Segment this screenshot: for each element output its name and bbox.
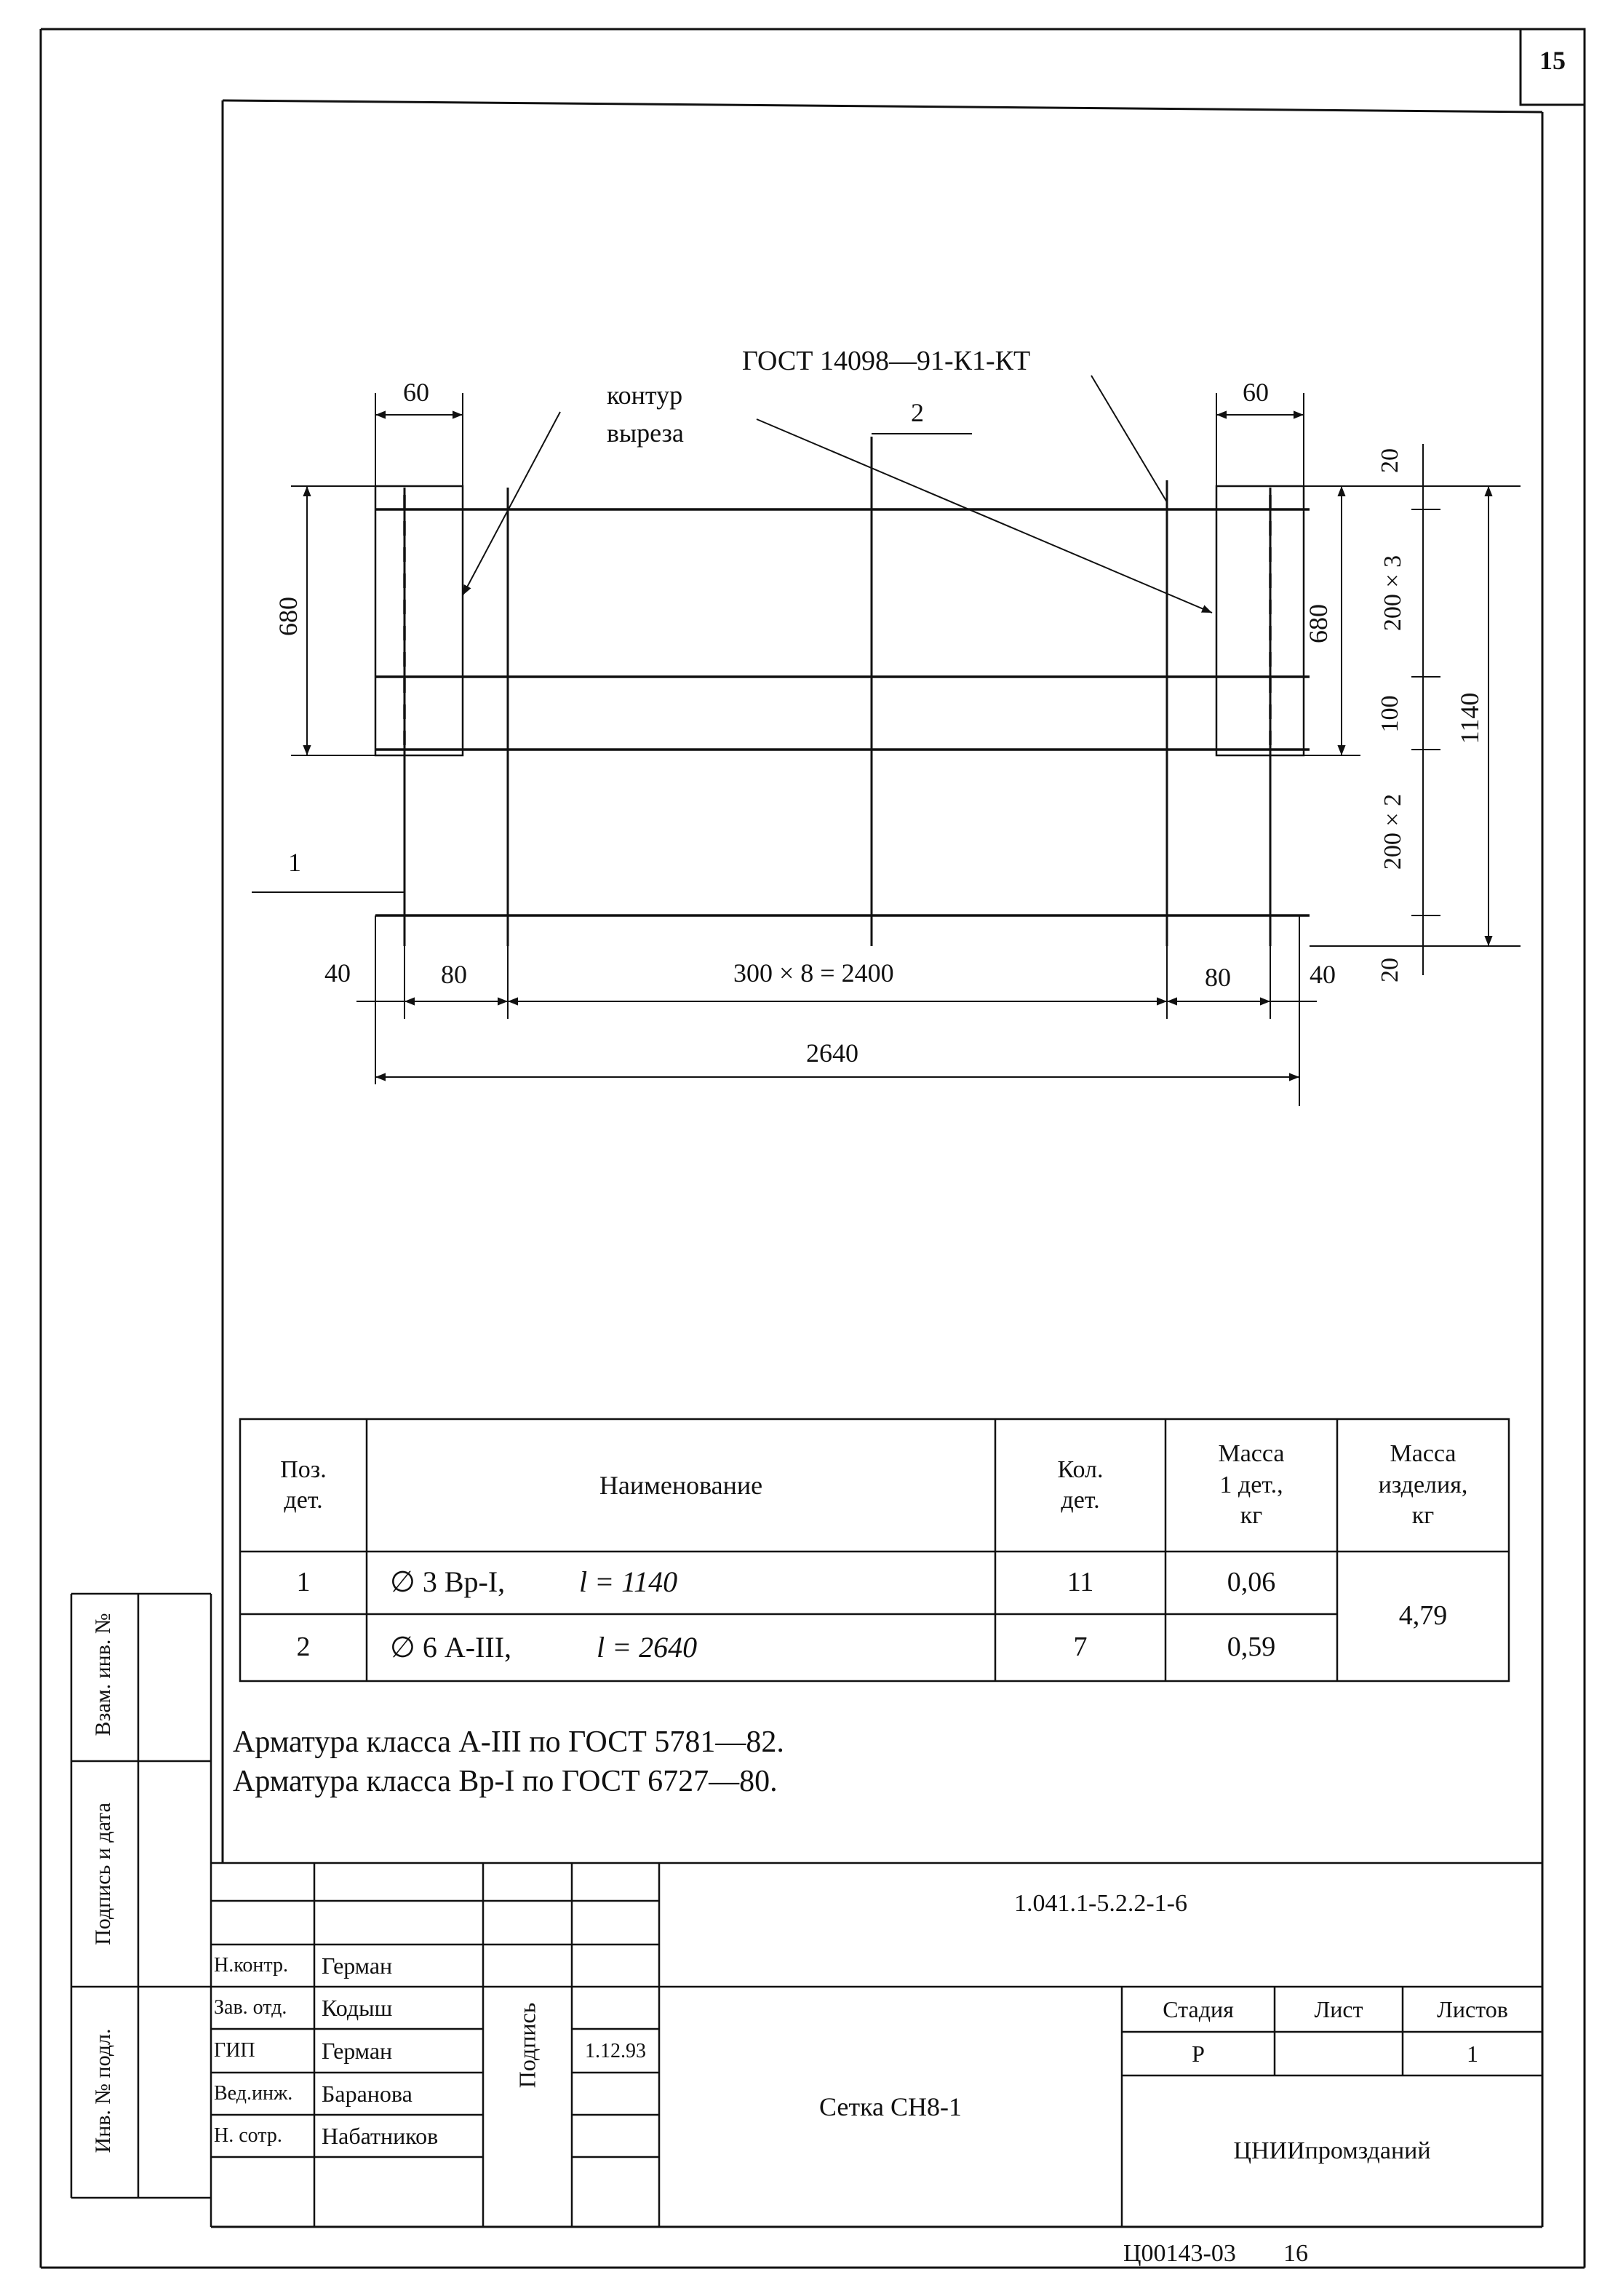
organization: ЦНИИпромзданий bbox=[1233, 2137, 1431, 2164]
total-mass: 4,79 bbox=[1398, 1600, 1448, 1632]
leader-lines bbox=[252, 376, 1212, 892]
sheets-value: 1 bbox=[1467, 2041, 1478, 2067]
mesh-bars-vertical bbox=[404, 437, 1270, 946]
cutout-label: контур bbox=[607, 381, 683, 410]
row1-qty: 11 bbox=[1067, 1567, 1094, 1598]
dim-200x2: 200 × 2 bbox=[1379, 793, 1406, 870]
role-2: Зав. отд. bbox=[214, 1996, 287, 2019]
page-number: 15 bbox=[1539, 46, 1566, 75]
dim-80-left: 80 bbox=[441, 960, 467, 989]
name-3: Герман bbox=[322, 2037, 393, 2064]
cutout-label-2: выреза bbox=[607, 418, 684, 448]
role-3: ГИП bbox=[214, 2039, 255, 2062]
header-name: Наименование bbox=[599, 1470, 763, 1500]
dim-680-left: 680 bbox=[274, 597, 303, 636]
row1-length: l = 1140 bbox=[579, 1565, 678, 1598]
row1-mass: 0,06 bbox=[1227, 1567, 1276, 1598]
row2-mass: 0,59 bbox=[1227, 1632, 1276, 1663]
row2-qty: 7 bbox=[1073, 1632, 1088, 1663]
signature-header: Подпись bbox=[514, 2002, 541, 2089]
row1-name: ∅ 3 Вр-I, bbox=[390, 1565, 506, 1598]
row2-length: l = 2640 bbox=[597, 1631, 698, 1664]
dim-1140: 1140 bbox=[1455, 692, 1484, 744]
role-5: Н. сотр. bbox=[214, 2124, 282, 2148]
position-1-label: 1 bbox=[288, 848, 301, 877]
drawing-title: Сетка СН8-1 bbox=[818, 2092, 963, 2121]
role-4: Вед.инж. bbox=[214, 2082, 293, 2105]
row1-pos: 1 bbox=[296, 1567, 311, 1598]
header-qty-l2: дет. bbox=[1061, 1487, 1100, 1514]
header-mass-unit-l1: Масса bbox=[1218, 1440, 1285, 1468]
dim-100: 100 bbox=[1376, 695, 1403, 733]
name-4: Баранова bbox=[322, 2080, 413, 2107]
dim-40-left: 40 bbox=[324, 958, 351, 988]
role-1: Н.контр. bbox=[214, 1954, 288, 1977]
name-5: Набатников bbox=[322, 2122, 439, 2149]
name-2: Кодыш bbox=[322, 1994, 393, 2021]
header-pos-l1: Поз. bbox=[280, 1455, 327, 1483]
stage-header: Стадия bbox=[1163, 1996, 1234, 2022]
header-pos bbox=[240, 1419, 367, 1552]
row2-pos: 2 bbox=[296, 1632, 311, 1663]
dim-40-right: 40 bbox=[1310, 960, 1336, 989]
gost-label: ГОСТ 14098—91-К1-КТ bbox=[742, 346, 1031, 376]
header-pos-l2: дет. bbox=[284, 1487, 323, 1514]
header-mass-unit-l3: кг bbox=[1240, 1502, 1263, 1530]
header-mass-total-l1: Масса bbox=[1390, 1440, 1456, 1468]
dim-20-bottom: 20 bbox=[1376, 958, 1403, 982]
row2-name: ∅ 6 А-III, bbox=[390, 1631, 512, 1664]
side-stamp-podpis-data: Подпись и дата bbox=[91, 1803, 115, 1945]
doc-code: 1.041.1-5.2.2-1-6 bbox=[1014, 1889, 1187, 1917]
header-mass-total bbox=[1337, 1419, 1509, 1552]
sheets-header: Листов bbox=[1437, 1996, 1508, 2022]
note-line-2: Арматура класса Вр-I по ГОСТ 6727—80. bbox=[233, 1765, 778, 1798]
header-qty bbox=[995, 1419, 1165, 1552]
side-stamp-vzam: Взам. инв. № bbox=[91, 1613, 115, 1736]
dim-20-top: 20 bbox=[1376, 448, 1403, 473]
mesh-bars-horizontal bbox=[375, 509, 1310, 915]
name-1: Герман bbox=[322, 1952, 393, 1979]
header-mass-total-l2: изделия, bbox=[1378, 1471, 1468, 1498]
header-mass-unit-l2: 1 дет., bbox=[1219, 1471, 1283, 1498]
footer-code: Ц00143-03 bbox=[1123, 2240, 1236, 2267]
cutout-contours bbox=[375, 486, 1304, 755]
header-qty-l1: Кол. bbox=[1057, 1455, 1104, 1483]
dim-60-right: 60 bbox=[1243, 378, 1269, 407]
sheet-header: Лист bbox=[1314, 1996, 1363, 2022]
dim-60-left: 60 bbox=[403, 378, 429, 407]
cutout-dashed-bars bbox=[404, 495, 1270, 750]
header-mass-total-l3: кг bbox=[1411, 1502, 1435, 1530]
position-2-label: 2 bbox=[911, 398, 924, 427]
sheet-value bbox=[1275, 2032, 1403, 2075]
dim-span-2400: 300 × 8 = 2400 bbox=[733, 958, 894, 988]
dim-200x3: 200 × 3 bbox=[1379, 555, 1406, 632]
dim-680-right: 680 bbox=[1304, 604, 1333, 643]
dim-80-right: 80 bbox=[1205, 963, 1231, 992]
footer-page: 16 bbox=[1283, 2240, 1308, 2267]
sign-date: 1.12.93 bbox=[585, 2039, 646, 2062]
header-mass-unit bbox=[1165, 1419, 1337, 1552]
side-stamp-inv-podl: Инв. № подл. bbox=[91, 2028, 115, 2153]
note-line-1: Арматура класса А-III по ГОСТ 5781—82. bbox=[233, 1725, 784, 1759]
dim-total-2640: 2640 bbox=[806, 1038, 858, 1068]
stage-value: Р bbox=[1192, 2041, 1205, 2067]
